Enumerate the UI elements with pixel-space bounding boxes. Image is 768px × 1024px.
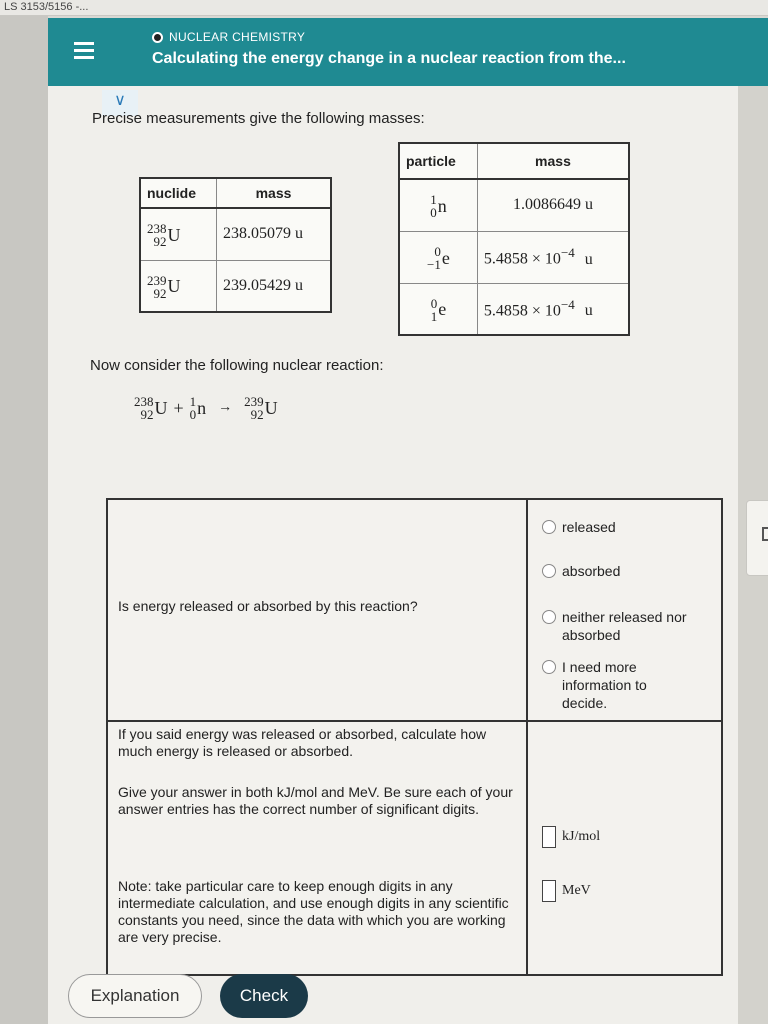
table-row <box>399 231 629 283</box>
instruction-units: Give your answer in both kJ/mol and MeV. Be sure each of your answer entries has the correct number of significant digits. <box>118 784 513 817</box>
collapse-chevron-icon[interactable]: ∨ <box>102 90 138 116</box>
radio-button[interactable] <box>542 660 556 674</box>
col-header-mass: mass <box>217 178 331 208</box>
reaction-arrow-icon: → <box>218 400 233 415</box>
kj-mol-answer[interactable]: kJ/mol <box>542 826 600 848</box>
nuclide-cell: 238 92 U <box>140 208 217 260</box>
topic-label <box>152 30 305 44</box>
question-energy-direction: Is energy released or absorbed by this reaction? <box>118 598 418 614</box>
answer-grid <box>106 498 723 976</box>
instruction-calculate: If you said energy was released or absorbed, calculate how much energy is released or absorbed. <box>118 726 487 759</box>
mev-input[interactable] <box>542 880 556 902</box>
particle-mass-table <box>398 142 630 336</box>
nuclide-mass-table <box>139 177 332 313</box>
consider-text: Now consider the following nuclear reaction: <box>90 357 384 374</box>
reactant-neutron: 1 0 n <box>189 394 207 422</box>
particle-cell: 1 0 n <box>399 179 477 231</box>
browser-tab-label[interactable]: LS 3153/5156 -... <box>4 1 89 13</box>
mass-cell: $5.4858 \times 10^{-4}$ u <box>477 283 629 335</box>
intro-text: Precise measurements give the following masses: <box>92 110 425 127</box>
topic-text: NUCLEAR CHEMISTRY <box>169 30 306 44</box>
col-header-particle: particle <box>399 143 477 179</box>
radio-button[interactable] <box>542 564 556 578</box>
option-absorbed[interactable]: absorbed <box>542 562 620 580</box>
option-need-more-info[interactable]: I need more information to decide. <box>542 658 692 712</box>
product-uranium-239: 239 92 U <box>244 394 278 422</box>
bracket-icon <box>762 527 768 541</box>
mass-cell: $5.4858 \times 10^{-4}$ u <box>477 231 629 283</box>
hamburger-menu-icon[interactable] <box>62 38 106 82</box>
page-title: Calculating the energy change in a nuclear reaction from the... <box>152 50 626 67</box>
nuclear-reaction-equation <box>134 395 278 421</box>
plus-sign: + <box>173 397 184 418</box>
browser-strip <box>0 0 768 16</box>
reactant-uranium-238: 238 92 U <box>134 394 168 422</box>
radio-button[interactable] <box>542 610 556 624</box>
topic-status-icon <box>152 32 163 43</box>
col-header-mass: mass <box>477 143 629 179</box>
left-rail <box>0 16 48 1024</box>
option-released[interactable]: released <box>542 518 616 536</box>
mev-answer[interactable]: MeV <box>542 880 591 902</box>
table-row <box>140 208 331 260</box>
check-button[interactable]: Check <box>220 974 308 1018</box>
instruction-note: Note: take particular care to keep enough digits in any intermediate calculation, and use enough digits in any scientific constants you need, since the data with which you are working are very precise. <box>118 878 509 945</box>
table-row <box>140 260 331 312</box>
particle-cell: 0 −1 e <box>399 231 477 283</box>
app-header <box>48 18 768 86</box>
mass-cell: 239.05429 u <box>217 260 331 312</box>
radio-button[interactable] <box>542 520 556 534</box>
nuclide-cell: 239 92 U <box>140 260 217 312</box>
table-row <box>399 283 629 335</box>
table-row <box>399 179 629 231</box>
side-panel-toggle[interactable] <box>746 500 768 576</box>
mass-cell: 1.0086649 u <box>477 179 629 231</box>
option-neither[interactable]: neither released nor absorbed <box>542 608 712 644</box>
col-header-nuclide: nuclide <box>140 178 217 208</box>
explanation-button[interactable]: Explanation <box>68 974 202 1018</box>
mass-cell: 238.05079 u <box>217 208 331 260</box>
kj-mol-input[interactable] <box>542 826 556 848</box>
particle-cell: 0 1 e <box>399 283 477 335</box>
